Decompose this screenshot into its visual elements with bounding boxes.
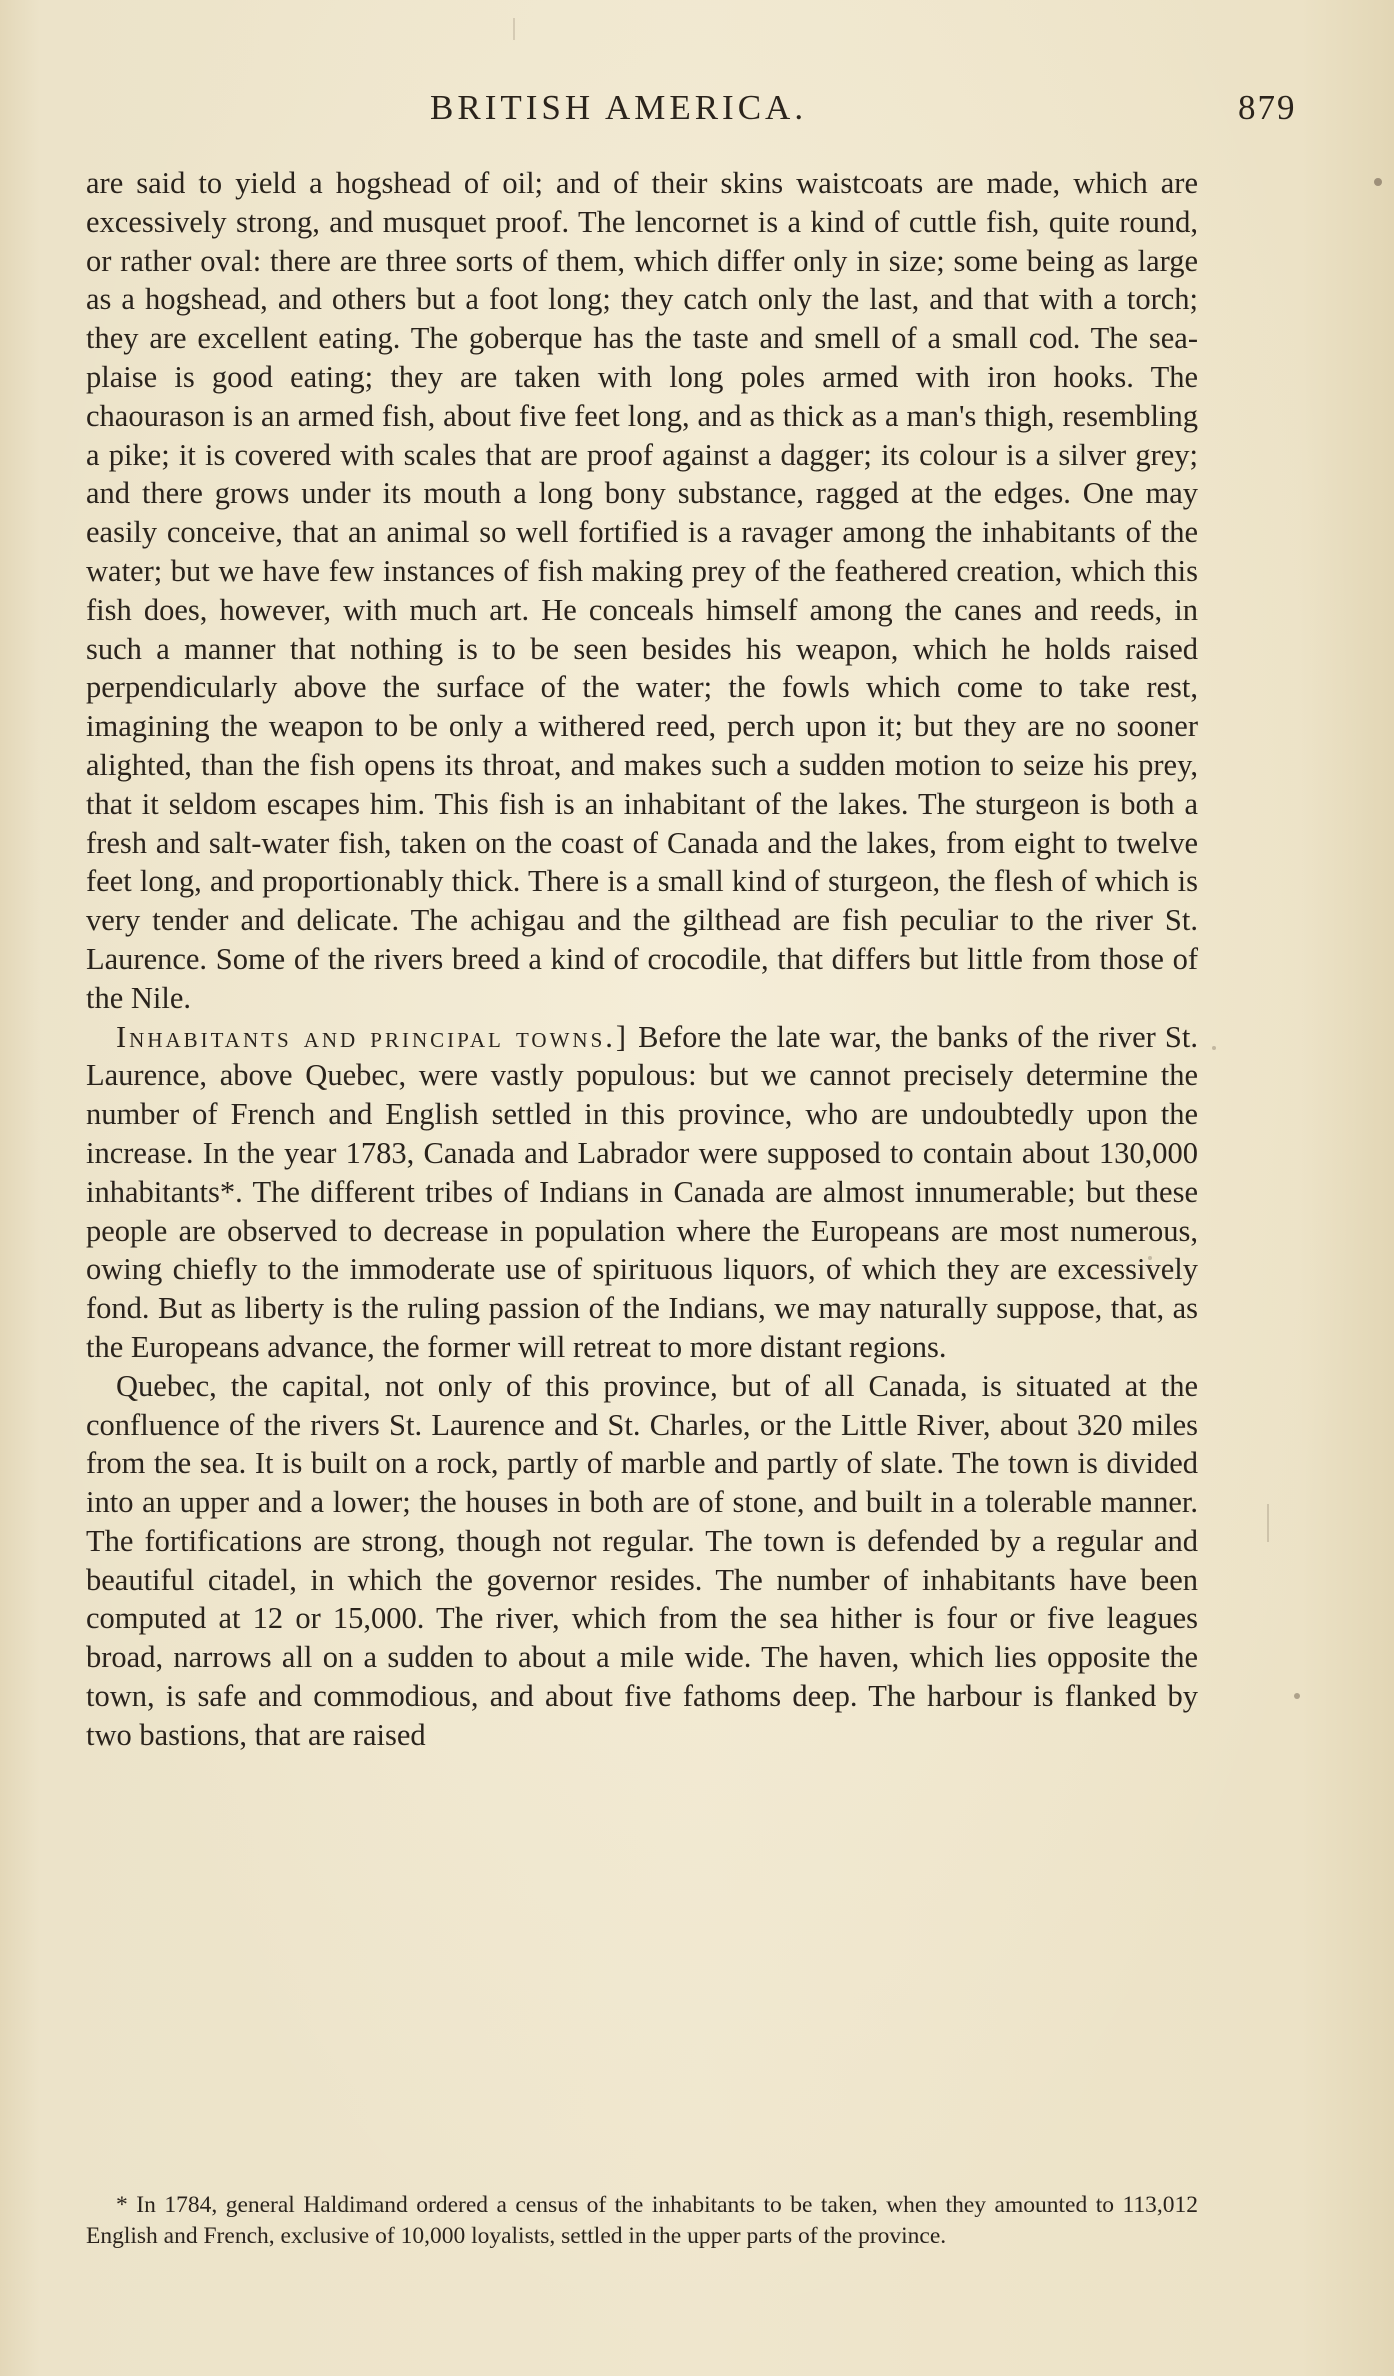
paragraph-text: Quebec, the capital, not only of this province, but of all Canada, is situated at the confluence of the rivers St. Laurence and St. Charles, or the Little River, about 320 miles from the sea. It is built on a rock, partly of marble and partly of slate. The town is divided into an upper and a lower; the houses in both are of stone, and built in a tolerable manner. The fortifications are strong, though not regular. The town is defended by a regular and beautiful citadel, in which the governor resides. The number of inhabitants have been computed at 12 or 15,000. The river, which from the sea hither is four or five leagues broad, narrows all on a sudden to about a mile wide. The haven, which lies opposite the town, is safe and commodious, and about five fathoms deep. The harbour is flanked by two bastions, that are raised bbox=[86, 1368, 1198, 1752]
page-number: 879 bbox=[1238, 88, 1297, 127]
running-title: BRITISH AMERICA. bbox=[430, 88, 808, 127]
paragraph bbox=[86, 1018, 1198, 1367]
paragraph bbox=[86, 1367, 1198, 1755]
paragraph-text: are said to yield a hogshead of oil; and of their skins waistcoats are made, which are excessively strong, and musquet proof. The lencornet is a kind of cuttle fish, quite round, or rather oval: there are three sorts of them, which differ only in size; some being as large as a hogshead, and others but a foot long; they catch only the last, and that with a torch; they are excellent eating. The goberque has the taste and smell of a small cod. The sea-plaise is good eating; they are taken with long poles armed with iron hooks. The chaourason is an armed fish, about five feet long, and as thick as a man's thigh, resembling a pike; it is covered with scales that are proof against a dagger; its colour is a silver grey; and there grows under its mouth a long bony substance, ragged at the edges. One may easily conceive, that an animal so well fortified is a ravager among the inhabitants of the water; but we have few instances of fish making prey of the feathered creation, which this fish does, however, with much art. He conceals himself among the canes and reeds, in such a manner that nothing is to be seen besides his weapon, which he holds raised perpendicularly above the surface of the water; the fowls which come to take rest, imagining the weapon to be only a withered reed, perch upon it; but they are no sooner alighted, than the fish opens its throat, and makes such a sudden motion to seize his prey, that it seldom escapes him. This fish is an inhabitant of the lakes. The sturgeon is both a fresh and salt-water fish, taken on the coast of Canada and the lakes, from eight to twelve feet long, and proportionably thick. There is a small kind of sturgeon, the flesh of which is very tender and delicate. The achigau and the gilthead are fish peculiar to the river St. Laurence. Some of the rivers breed a kind of crocodile, that differs but little from those of the Nile. bbox=[86, 166, 1198, 1015]
page-header bbox=[0, 88, 1394, 138]
footnote bbox=[86, 2190, 1198, 2252]
paragraph-text: Before the late war, the banks of the river St. Laurence, above Quebec, were vastly populous: but we cannot precisely determine the number of French and English settled in this province, who are undoubtedly upon the increase. In the year 1783, Canada and Labrador were supposed to contain about 130,000 inhabitants*. The different tribes of Indians in Canada are almost innumerable; but these people are observed to decrease in population where the Europeans are most numerous, owing chiefly to the immoderate use of spirituous liquors, of which they are excessively fond. But as liberty is the ruling passion of the Indians, we may naturally suppose, that, as the Europeans advance, the former will retreat to more distant regions. bbox=[86, 1019, 1198, 1364]
section-heading: Inhabitants and principal towns.] bbox=[116, 1019, 630, 1054]
footnote-text: * In 1784, general Haldimand ordered a census of the inhabitants to be taken, when they amounted to 113,012 English and French, exclusive of 10,000 loyalists, settled in the upper parts of the province. bbox=[86, 2192, 1198, 2249]
paragraph bbox=[86, 164, 1198, 1018]
body-text bbox=[86, 164, 1198, 1755]
